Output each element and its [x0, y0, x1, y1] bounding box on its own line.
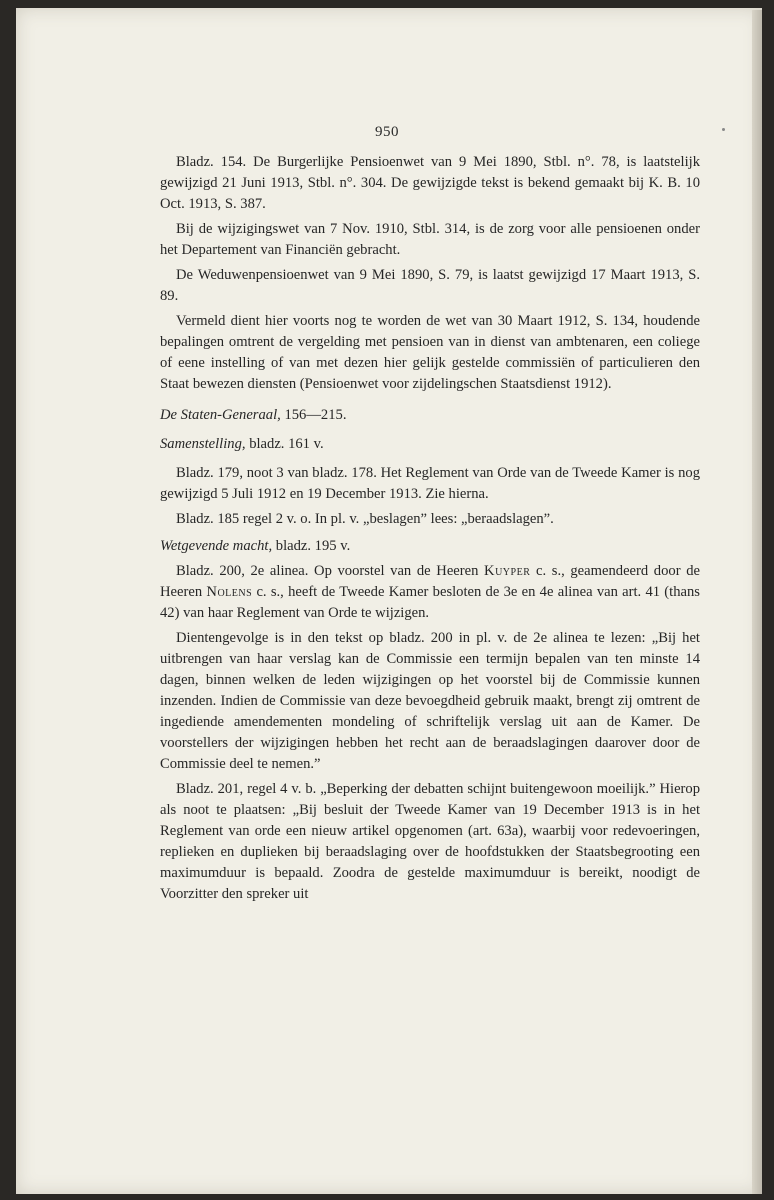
heading-staten-generaal-pages: 156—215.: [284, 407, 347, 423]
heading-staten-generaal: [160, 405, 700, 426]
paragraph-wijzigingswet: Bij de wijzigingswet van 7 Nov. 1910, Stbl. 314, is de zorg voor alle pensioenen onder het Departement van Financiën gebracht.: [160, 221, 700, 258]
heading-samenstelling-ref: bladz. 161 v.: [249, 436, 324, 452]
body-text: [160, 152, 700, 909]
page-number: 950: [375, 124, 399, 140]
paragraph-vermeld: Vermeld dient hier voorts nog te worden de wet van 30 Maart 1912, S. 134, houdende bepalingen omtrent de vergelding met pensioen van in dienst van ambtenaren, een coliege of eene instelling of van met dezen hier gelijk gestelde commissiën of particulieren den Staat bewezen diensten (Pensioenwet voor zijdelingschen Staatsdienst 1912).: [160, 313, 700, 392]
name-kuyper: Kuyper: [484, 563, 531, 579]
paragraph-weduwenpensioenwet: De Weduwenpensioenwet van 9 Mei 1890, S. 79, is laatst gewijzigd 17 Maart 1913, S. 89.: [160, 267, 700, 304]
name-nolens: Nolens: [206, 584, 253, 600]
bladz-200-after: c. s., heeft de Tweede Kamer besloten de 3e en 4e alinea van art. 41 (thans 42) van haar Reglement van Orde te wijzigen.: [160, 584, 700, 621]
paragraph-bladz-179: Bladz. 179, noot 3 van bladz. 178. Het Reglement van Orde van de Tweede Kamer is nog gewijzigd 5 Juli 1912 en 19 December 1913. Zie hierna.: [160, 465, 700, 502]
bladz-200-before: Bladz. 200, 2e alinea. Op voorstel van de Heeren: [176, 563, 479, 579]
bladz-200-mid: c. s., geamendeerd door de Heeren: [160, 563, 700, 600]
heading-wetgevende-title: Wetgevende macht,: [160, 538, 273, 554]
paragraph-bladz-201: Bladz. 201, regel 4 v. b. „Beperking der debatten schijnt buitengewoon moeilijk.” Hierop als noot te plaatsen: „Bij besluit der Tweede Kamer van 19 December 1913 is in het Reglement van orde een nieuw artikel opgenomen (art. 63a), waarbij voor redevoeringen, replieken en duplieken bij beraadslaging over de hoofdstukken der Staatsbegrooting een maximumduur is bepaald. Zoodra de gestelde maximumduur is bereikt, noodigt de Voorzitter den spreker uit: [160, 781, 700, 902]
heading-staten-generaal-title: De Staten-Generaal,: [160, 407, 281, 423]
paragraph-dientengevolge: Dientengevolge is in den tekst op bladz. 200 in pl. v. de 2e alinea te lezen: „Bij het uitbrengen van haar verslag kan de Commissie een termijn bepalen van ten minste 14 dagen, binnen welken de leden wijzigingen op het voorstel bij de Commissie kunnen inzenden. Indien de Commissie van deze bevoegdheid gebruik maakt, brengt zij omtrent de ingediende amendementen mondeling of schriftelijk verslag uit aan de Kamer. De voorstellers der wijzigingen hebben het recht aan de beraadslagingen daarover door de Commissie deel te nemen.”: [160, 630, 700, 772]
paragraph-bladz-200: [160, 561, 700, 624]
heading-wetgevende-macht: [160, 536, 700, 557]
heading-samenstelling: [160, 434, 700, 455]
heading-wetgevende-ref: bladz. 195 v.: [275, 538, 351, 554]
heading-samenstelling-title: Samenstelling,: [160, 436, 246, 452]
paragraph-bladz-185: Bladz. 185 regel 2 v. o. In pl. v. „beslagen” lees: „beraadslagen”.: [176, 511, 554, 527]
page-edge: [752, 10, 762, 1194]
paragraph-bladz-154: Bladz. 154. De Burgerlijke Pensioenwet van 9 Mei 1890, Stbl. n°. 78, is laatstelijk gewijzigd 21 Juni 1913, Stbl. n°. 304. De gewijzigde tekst is bekend gemaakt bij K. B. 10 Oct. 1913, S. 387.: [160, 154, 700, 212]
